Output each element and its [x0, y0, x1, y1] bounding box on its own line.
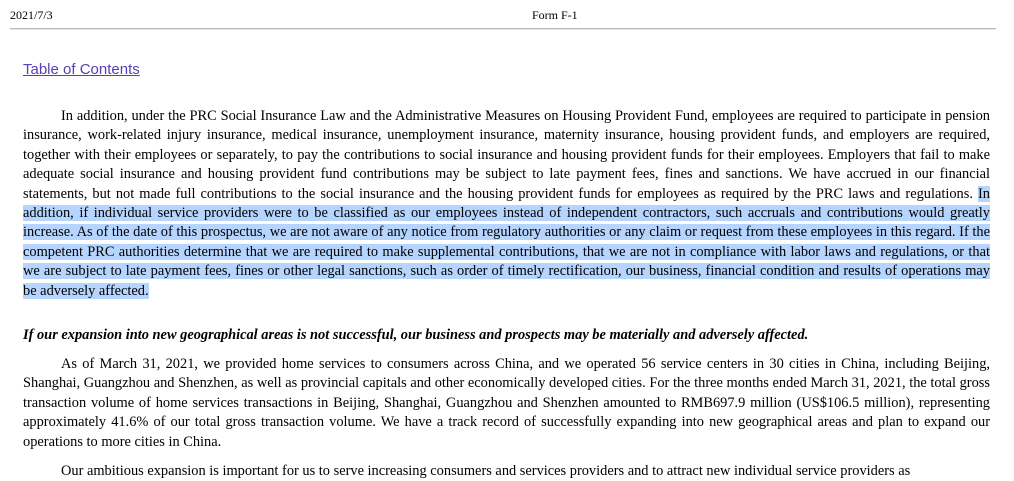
paragraph-expansion	[23, 355, 990, 452]
paragraph-text: In addition, under the PRC Social Insurance Law and the Administrative Measures on Housing Provident Fund, employees are required to participate in pension insurance, work-related injury insurance, medical insurance, unemployment insurance, maternity insurance, housing provident funds, and employers are required, together with their employees or separately, to pay the contributions to social insurance and housing provident funds for their employees. Employers that fail to make adequate social insurance and housing provident fund contributions may be subject to late payment fees, fines and sanctions. We have accrued in our financial statements, but not made full contributions to the social insurance and the housing provident funds for employees as required by the PRC laws and regulations.	[23, 108, 990, 202]
table-of-contents-link[interactable]: Table of Contents	[23, 61, 140, 78]
header-divider	[10, 28, 996, 29]
paragraph-text: Our ambitious expansion is important for us to serve increasing consumers and services providers and to attract new individual service providers as	[61, 463, 911, 479]
paragraph-text: As of March 31, 2021, we provided home services to consumers across China, and we operated 56 service centers in 30 cities in China, including Beijing, Shanghai, Guangzhou and Shenzhen, as well as provincial capitals and other economically developed cities. For the three months ended March 31, 2021, the total gross transaction volume of home services transactions in Beijing, Shanghai, Guangzhou and Shenzhen amounted to RMB697.9 million (US$106.5 million), representing approximately 41.6% of our total gross transaction volume. We have a track record of successfully expanding into new geographical areas and plan to expand our operations to more cities in China.	[23, 356, 990, 450]
header-form-title: Form F-1	[532, 8, 578, 22]
section-heading: If our expansion into new geographical areas is not successful, our business and prospects may be materially and adversely affected.	[23, 327, 809, 343]
header-date: 2021/7/3	[10, 8, 53, 22]
page-header	[10, 6, 996, 28]
selected-text[interactable]: In addition, if individual service providers were to be classified as our employees instead of independent contractors, such accruals and contributions would greatly increase. As of the date of this prospectus, we are not aware of any notice from regulatory authorities or any claim or request from these employees in this regard. If the competent PRC authorities determine that we are required to make supplemental contributions, that we are not in compliance with labor laws and regulations, or that we are subject to late payment fees, fines or other legal sanctions, such as order of timely rectification, our business, financial condition and results of operations may be adversely affected.	[23, 185, 990, 299]
paragraph-partial	[23, 462, 990, 481]
paragraph-social-insurance	[23, 107, 990, 301]
